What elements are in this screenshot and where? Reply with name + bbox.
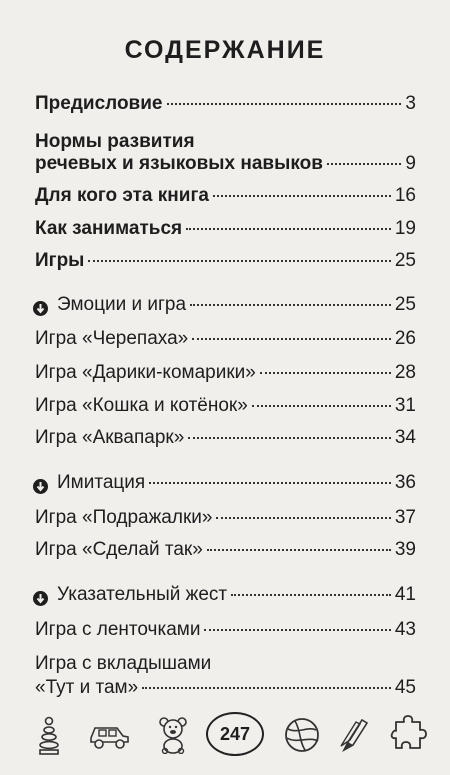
- toc-page-number: 16: [394, 185, 416, 206]
- toc-entry-text: Как заниматься: [35, 218, 183, 239]
- toc-item-text: Игра «Подражалки»: [35, 507, 213, 528]
- toc-item-text: «Тут и там»: [35, 677, 139, 698]
- toc-section-emotions[interactable]: [33, 294, 416, 320]
- dot-leader: [190, 304, 391, 306]
- toc-page-number: 25: [394, 294, 416, 315]
- pyramid-toy-icon: [38, 716, 60, 756]
- puzzle-piece-icon: [390, 714, 428, 754]
- toc-section-title: Эмоции и игра: [57, 294, 187, 315]
- toc-item-text: Игра с ленточками: [35, 619, 201, 640]
- dot-leader: [204, 629, 390, 631]
- dot-leader: [188, 437, 391, 439]
- page-title: СОДЕРЖАНИЕ: [124, 36, 326, 64]
- toy-car-icon: [87, 720, 131, 750]
- page-number: 247: [206, 712, 264, 756]
- down-arrow-circle-icon: [33, 479, 48, 494]
- toc-page-number: 19: [394, 218, 416, 239]
- toc-item[interactable]: [35, 362, 416, 388]
- toc-page-number: 9: [405, 153, 416, 174]
- toc-section-title: Указательный жест: [57, 584, 228, 605]
- dot-leader: [149, 482, 391, 484]
- pencils-icon: [338, 716, 370, 754]
- toc-section-title: Имитация: [57, 472, 146, 493]
- toc-entry-audience[interactable]: [35, 185, 416, 211]
- toc-page-number: 31: [394, 395, 416, 416]
- down-arrow-circle-icon: [33, 591, 48, 606]
- toc-page-number: 45: [394, 677, 416, 698]
- toc-item-text: Игра «Сделай так»: [35, 539, 203, 560]
- toc-page-number: 39: [394, 539, 416, 560]
- toc-entry-norms-line1[interactable]: Нормы развития: [35, 131, 195, 152]
- toc-page-number: 34: [394, 427, 416, 448]
- dot-leader: [252, 405, 391, 407]
- toc-item[interactable]: [35, 507, 416, 533]
- toc-item[interactable]: [35, 677, 416, 703]
- toc-item[interactable]: [35, 395, 416, 421]
- toc-entry-text: речевых и языковых навыков: [35, 153, 323, 174]
- toc-page-number: 26: [394, 328, 416, 349]
- toc-entry-games[interactable]: [35, 250, 416, 276]
- dot-leader: [327, 163, 402, 165]
- toc-entry-preface[interactable]: [35, 93, 416, 119]
- toc-entry-how-to[interactable]: [35, 218, 416, 244]
- dot-leader: [88, 260, 390, 262]
- toc-page-number: 37: [394, 507, 416, 528]
- toc-item[interactable]: [35, 619, 416, 645]
- dot-leader: [192, 338, 391, 340]
- dot-leader: [207, 549, 391, 551]
- dot-leader: [260, 372, 391, 374]
- toc-item-text: Игра «Дарики-комарики»: [35, 362, 256, 383]
- toc-item-text: Игра «Аквапарк»: [35, 427, 185, 448]
- toc-entry-text: Для кого эта книга: [35, 185, 209, 206]
- toc-page-number: 25: [394, 250, 416, 271]
- toc-page-number: 41: [394, 584, 416, 605]
- toc-item[interactable]: [35, 427, 416, 453]
- dot-leader: [216, 517, 390, 519]
- toc-page-number: 36: [394, 472, 416, 493]
- toc-entry-norms[interactable]: [35, 153, 416, 179]
- toc-item[interactable]: [35, 328, 416, 354]
- dot-leader: [167, 103, 402, 105]
- down-arrow-circle-icon: [33, 301, 48, 316]
- toc-entry-text: Игры: [35, 250, 85, 271]
- toc-page-number: 43: [394, 619, 416, 640]
- dot-leader: [186, 228, 391, 230]
- toc-item-text: Игра «Кошка и котёнок»: [35, 395, 248, 416]
- toc-item-text: Игра «Черепаха»: [35, 328, 189, 349]
- toc-section-imitation[interactable]: [33, 472, 416, 498]
- dot-leader: [213, 195, 391, 197]
- toc-entry-text: Предисловие: [35, 93, 163, 114]
- dot-leader: [231, 594, 391, 596]
- toc-page-number: 28: [394, 362, 416, 383]
- toc-item[interactable]: [35, 539, 416, 565]
- toc-page-number: 3: [405, 93, 416, 114]
- ball-icon: [283, 716, 321, 754]
- dot-leader: [142, 687, 391, 689]
- teddy-bear-icon: [157, 716, 189, 754]
- toc-item-line1[interactable]: Игра с вкладышами: [35, 653, 212, 674]
- toc-section-pointing-gesture[interactable]: [33, 584, 416, 610]
